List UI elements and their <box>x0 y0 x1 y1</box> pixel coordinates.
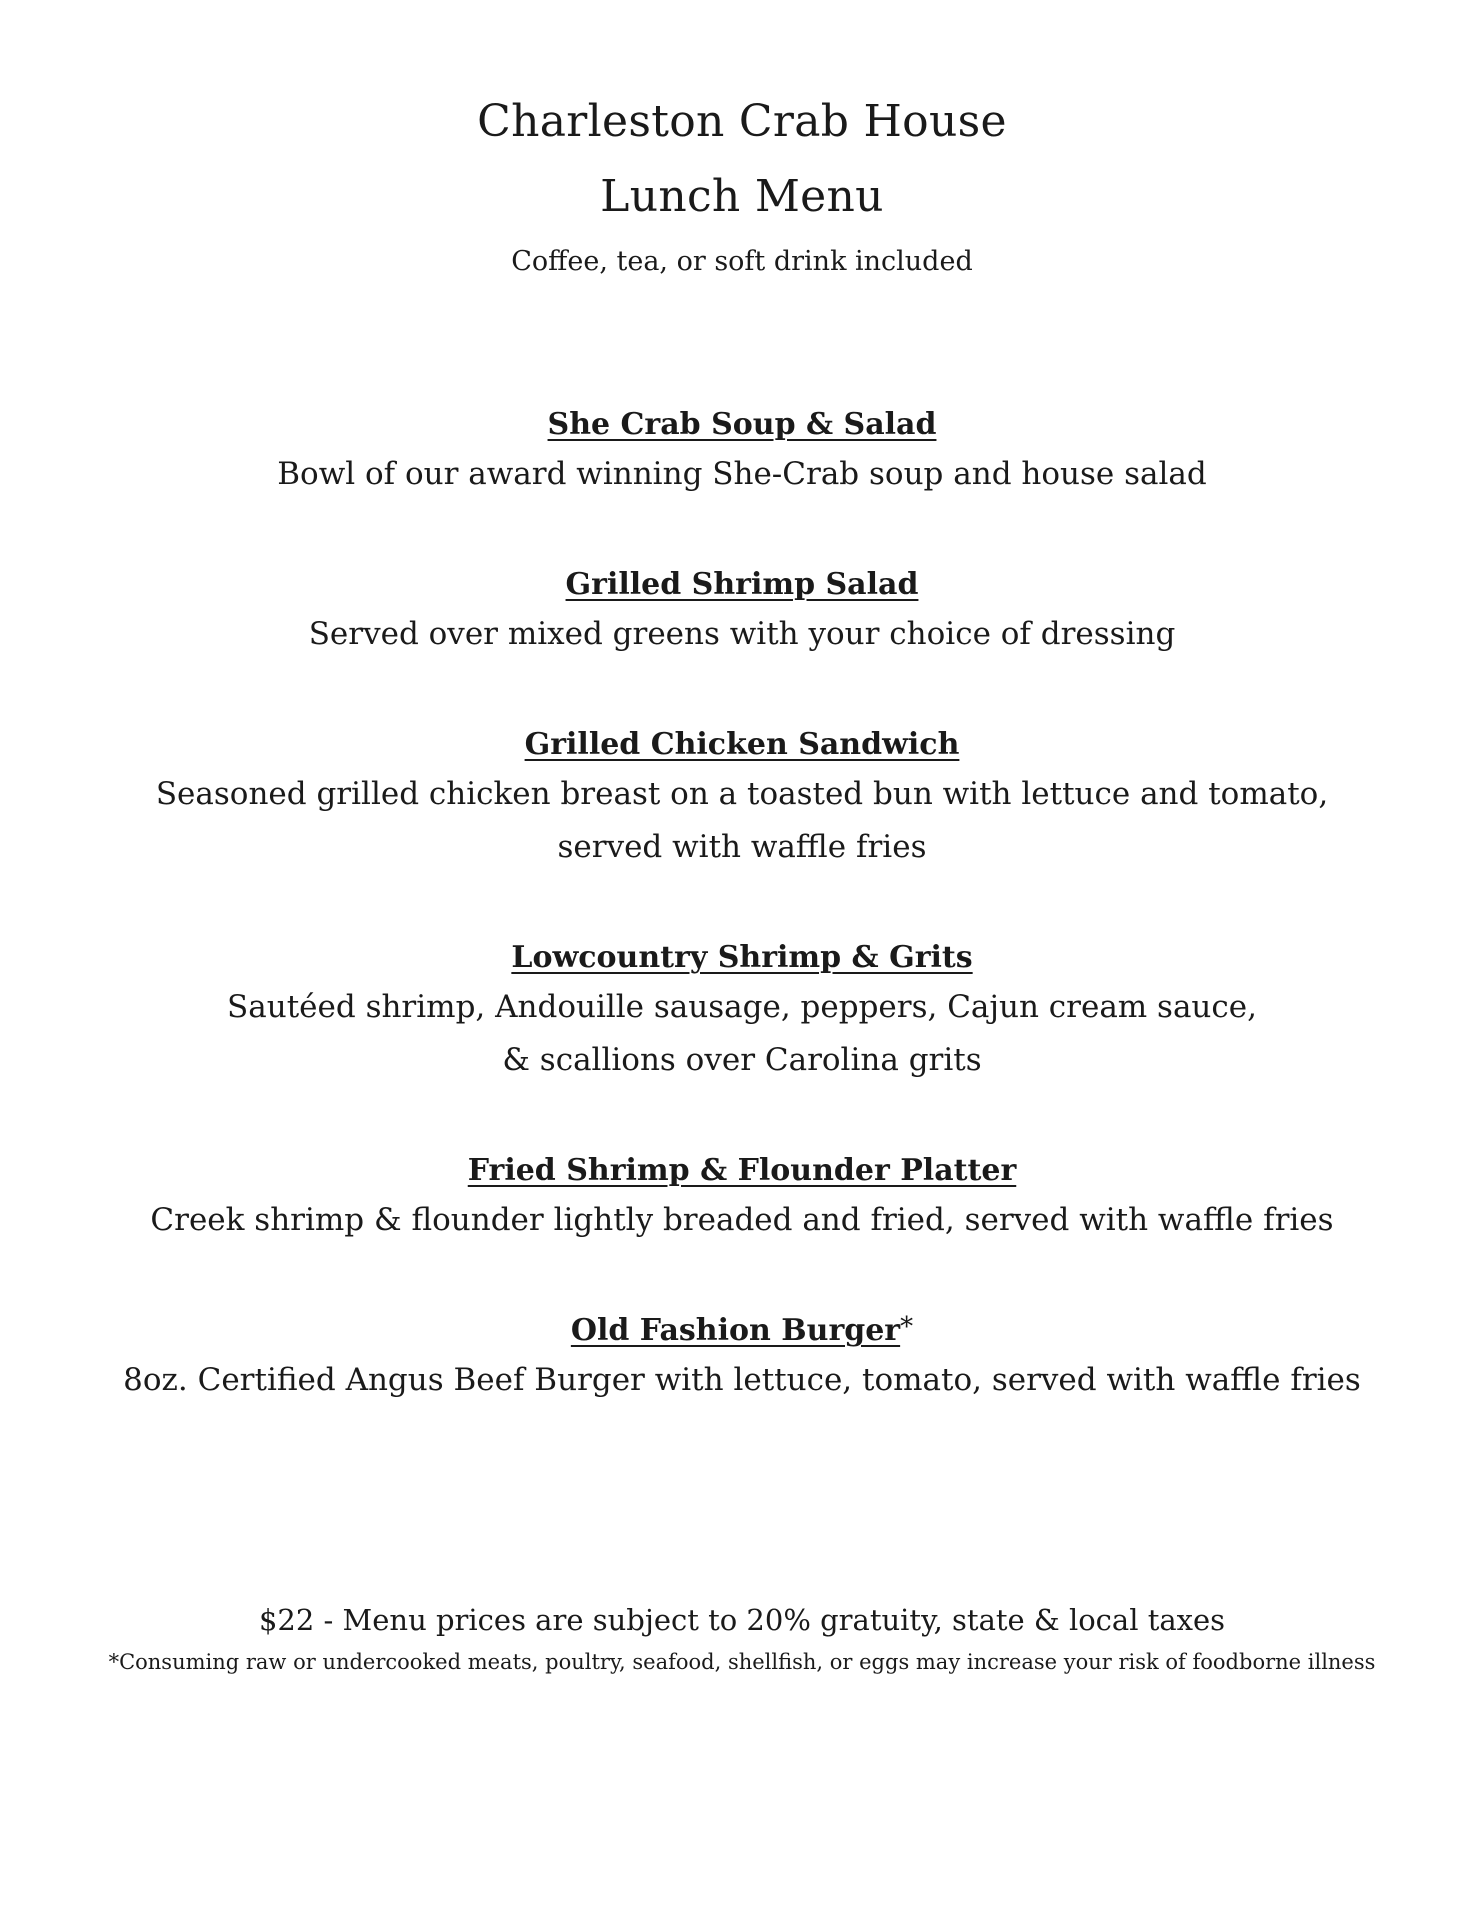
menu-item-description-line: & scallions over Carolina grits <box>502 1042 982 1078</box>
menu-item-fried-shrimp-flounder <box>0 1153 1484 1247</box>
menu-item-description-line: served with waffle fries <box>557 829 927 865</box>
menu-item-description-line: Sautéed shrimp, Andouille sausage, peppers, Cajun cream sauce, <box>227 989 1257 1025</box>
menu-item-mark: * <box>900 1312 914 1342</box>
menu-tagline: Coffee, tea, or soft drink included <box>511 246 973 277</box>
menu-item-description-line: Served over mixed greens with your choice of dressing <box>308 616 1176 652</box>
menu-item-description <box>0 768 1484 874</box>
menu-item-description-line: Creek shrimp & flounder lightly breaded and fried, served with waffle fries <box>150 1202 1334 1238</box>
menu-item-name: She Crab Soup & Salad <box>547 407 937 442</box>
menu-item-description <box>0 448 1484 501</box>
menu-title: Lunch Menu <box>600 171 884 222</box>
menu-item-description <box>0 1354 1484 1407</box>
menu-item-description <box>0 1194 1484 1247</box>
menu-item-she-crab-soup <box>0 407 1484 501</box>
price-note: $22 - Menu prices are subject to 20% gratuity, state & local taxes <box>258 1603 1226 1637</box>
menu-item-description <box>0 981 1484 1087</box>
menu-item-description-line: Seasoned grilled chicken breast on a toasted bun with lettuce and tomato, <box>155 776 1329 812</box>
menu-item-description <box>0 608 1484 661</box>
menu-item-description-line: 8oz. Certified Angus Beef Burger with lettuce, tomato, served with waffle fries <box>123 1362 1361 1398</box>
restaurant-name: Charleston Crab House <box>477 96 1007 147</box>
menu-item-old-fashion-burger <box>0 1312 1484 1407</box>
menu-item-name: Grilled Shrimp Salad <box>565 567 919 602</box>
menu-item-grilled-chicken-sandwich <box>0 727 1484 874</box>
consumer-advisory: *Consuming raw or undercooked meats, poultry, seafood, shellfish, or eggs may increase your risk of foodborne illness <box>108 1650 1376 1674</box>
menu-item-description-line: Bowl of our award winning She-Crab soup and house salad <box>277 456 1207 492</box>
menu-item-name: Lowcountry Shrimp & Grits <box>511 940 973 975</box>
menu-item-lowcountry-shrimp-grits <box>0 940 1484 1087</box>
menu-item-grilled-shrimp-salad <box>0 567 1484 661</box>
menu-item-name: Old Fashion Burger <box>570 1313 901 1348</box>
menu-item-name: Grilled Chicken Sandwich <box>524 727 960 762</box>
menu-item-name: Fried Shrimp & Flounder Platter <box>467 1153 1017 1188</box>
